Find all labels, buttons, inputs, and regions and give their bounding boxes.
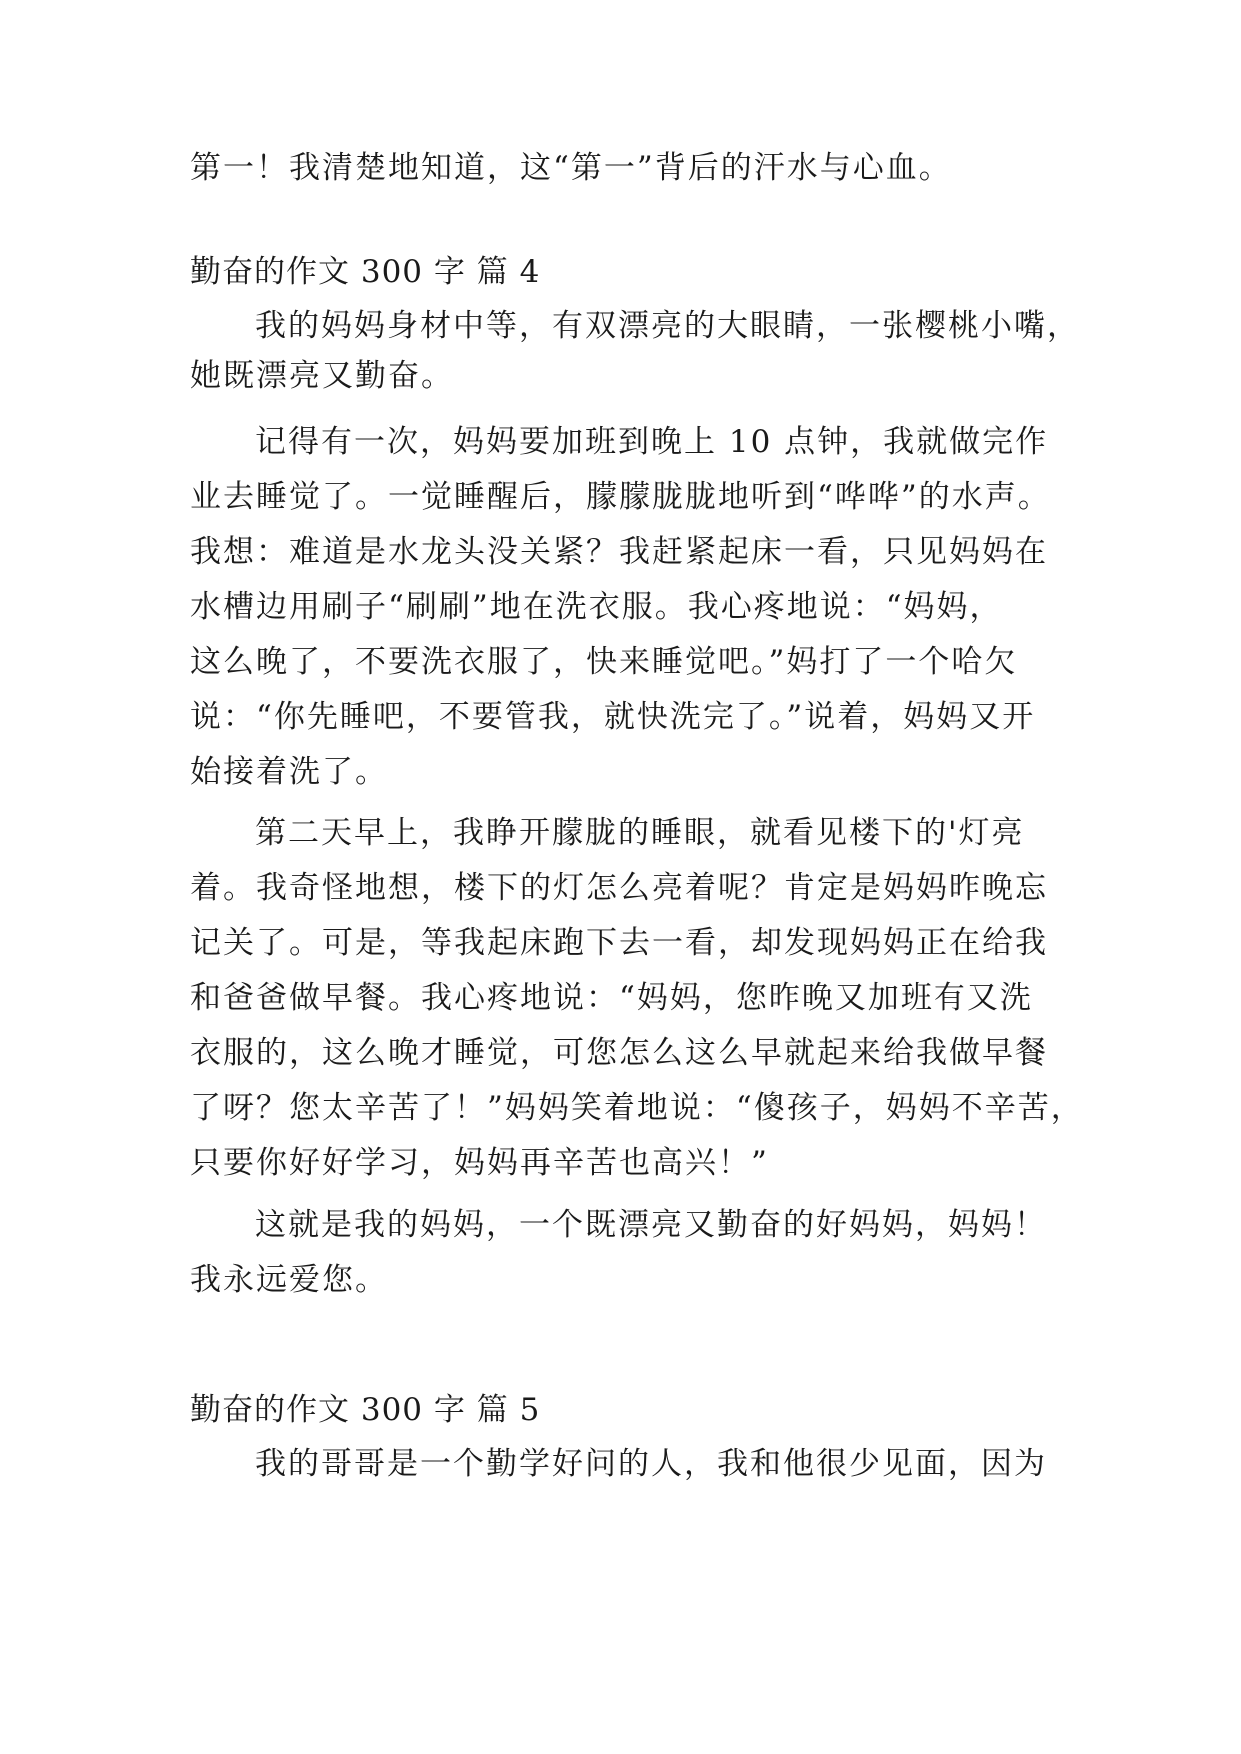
paragraph-line: 记关了。可是，等我起床跑下去一看，却发现妈妈正在给我: [190, 925, 1048, 961]
section-5-heading: 勤奋的作文 300 字 篇 5: [190, 1392, 541, 1428]
paragraph-line: 始接着洗了。: [190, 754, 388, 790]
paragraph-line: 第二天早上，我睁开朦胧的睡眼，就看见楼下的'灯亮: [255, 815, 1025, 851]
paragraph-line: 业去睡觉了。一觉睡醒后，朦朦胧胧地听到“哗哗”的水声。: [190, 479, 1051, 515]
paragraph-line: 她既漂亮又勤奋。: [190, 358, 454, 394]
paragraph-line: 记得有一次，妈妈要加班到晚上 10 点钟，我就做完作: [255, 424, 1049, 460]
paragraph-line: 这就是我的妈妈，一个既漂亮又勤奋的好妈妈，妈妈！: [255, 1207, 1047, 1243]
paragraph-line: 我的哥哥是一个勤学好问的人，我和他很少见面，因为: [255, 1446, 1047, 1482]
paragraph-line: 我想：难道是水龙头没关紧？我赶紧起床一看，只见妈妈在: [190, 534, 1048, 570]
section-4-heading: 勤奋的作文 300 字 篇 4: [190, 254, 541, 290]
paragraph-line: 了呀？您太辛苦了！”妈妈笑着地说：“傻孩子，妈妈不辛苦，: [190, 1090, 1084, 1126]
paragraph-line: 和爸爸做早餐。我心疼地说：“妈妈，您昨晚又加班有又洗: [190, 980, 1033, 1016]
paragraph-line: 说：“你先睡吧，不要管我，就快洗完了。”说着，妈妈又开: [190, 699, 1036, 735]
paragraph-line: 这么晚了，不要洗衣服了，快来睡觉吧。”妈打了一个哈欠: [190, 644, 1018, 680]
paragraph-line: 水槽边用刷子“刷刷”地在洗衣服。我心疼地说：“妈妈，: [190, 589, 1003, 625]
paragraph-line: 着。我奇怪地想，楼下的灯怎么亮着呢？肯定是妈妈昨晚忘: [190, 870, 1048, 906]
intro-line: 第一！我清楚地知道，这“第一”背后的汗水与心血。: [190, 150, 952, 186]
paragraph-line: 我的妈妈身材中等，有双漂亮的大眼睛，一张樱桃小嘴，: [255, 308, 1080, 344]
paragraph-line: 只要你好好学习，妈妈再辛苦也高兴！”: [190, 1145, 769, 1181]
paragraph-line: 衣服的，这么晚才睡觉，可您怎么这么早就起来给我做早餐: [190, 1035, 1048, 1071]
paragraph-line: 我永远爱您。: [190, 1262, 388, 1298]
